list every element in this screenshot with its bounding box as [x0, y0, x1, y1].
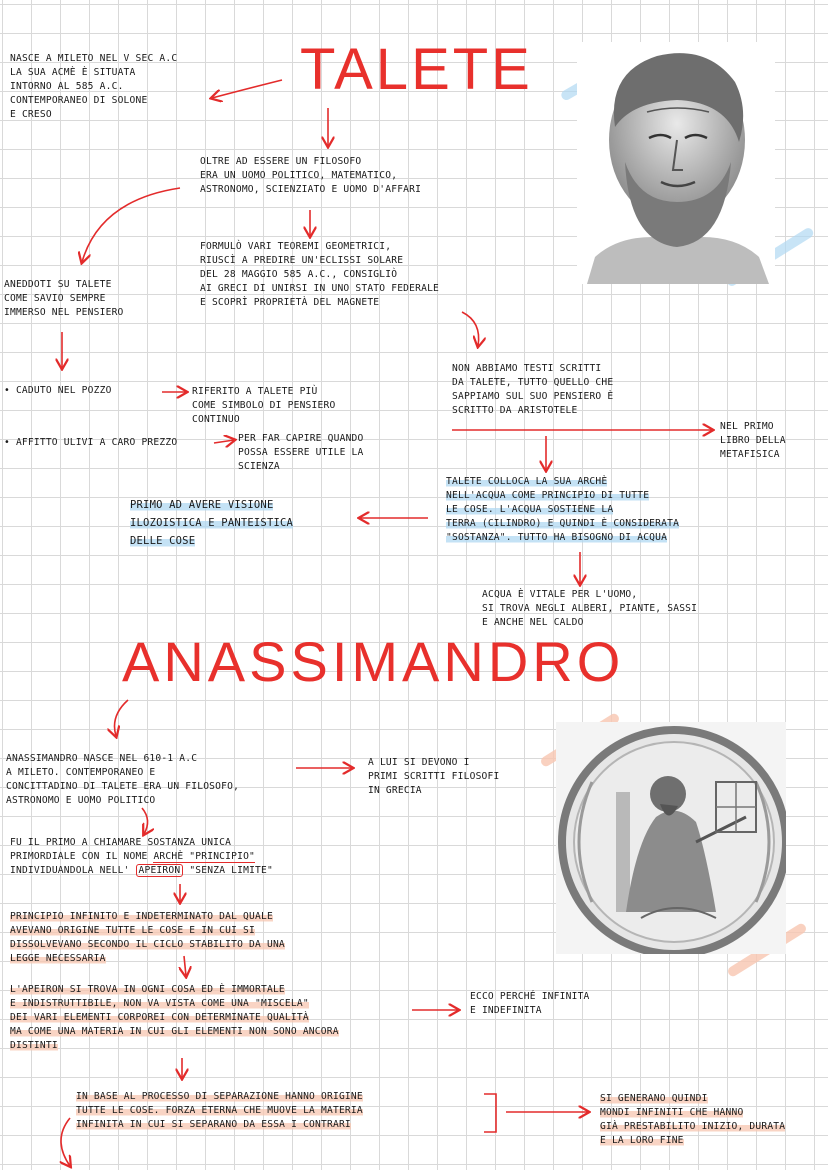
- infinite-reason: ECCO PERCHÉ INFINITA E INDEFINITA: [470, 991, 590, 1016]
- substance-text-mid: INDIVIDUANDOLA NELL': [10, 865, 130, 876]
- anassimandro-intro: ANASSIMANDRO NASCE NEL 610-1 A.C A MILETO. CONTEMPORANEO E CONCITTADINO DI TALETE ERA UN FILOSOFO, ASTRONOMO E UOMO POLITICO: [6, 753, 240, 806]
- substance-text-end: "SENZA LIMITE": [183, 865, 273, 876]
- talete-intro: NASCE A MILETO NEL V SEC A.C LA SUA ACMÈ È SITUATA INTORNO AL 585 A.C. CONTEMPORANEO DI SOLONE E CRESO: [10, 53, 178, 120]
- talete-achievements: FORMULÒ VARI TEOREMI GEOMETRICI, RIUSCÌ A PREDIRE UN'ECLISSI SOLARE DEL 28 MAGGIO 585 A.C., CONSIGLIÒ AI GRECI DI UNIRSI IN UNO STATO FEDERALE E SCOPRÌ PROPRIETÀ DEL MAGNETE: [200, 241, 440, 308]
- apeiron-term: APEIRON: [136, 864, 184, 877]
- substance-text-start: FU IL PRIMO A CHIAMARE SOSTANZA UNICA PRIMORDIALE CON IL NOME: [10, 837, 232, 862]
- first-writings-note: A LUI SI DEVONO I PRIMI SCRITTI FILOSOFI IN GRECIA: [368, 757, 500, 796]
- apeiron-description-text: L'APEIRON SI TROVA IN OGNI COSA ED È IMMORTALE E INDISTRUTTIBILE, NON VA VISTA COME UNA "MISCELA" DEI VARI ELEMENTI CORPOREI CON DETERMINATE QUALITÀ MA COME UNA MATERIA IN CUI GLI ELEMENTI NON SONO ANCORA DISTINTI: [10, 984, 339, 1051]
- anassimandro-title: ANASSIMANDRO: [122, 630, 625, 693]
- talete-description: OLTRE AD ESSERE UN FILOSOFO ERA UN UOMO POLITICO, MATEMATICO, ASTRONOMO, SCIENZIATO E UOMO D'AFFARI: [200, 156, 422, 195]
- metafisica-note: NEL PRIMO LIBRO DELLA METAFISICA: [720, 421, 786, 460]
- separation-process-text: IN BASE AL PROCESSO DI SEPARAZIONE HANNO ORIGINE TUTTE LE COSE. FORZA ETERNA CHE MUOVE LA MATERIA INFINITA IN CUI SI SEPARANO DA ESSA I CONTRARI: [76, 1091, 363, 1130]
- infinite-principle-text: PRINCIPIO INFINITO E INDETERMINATO DAL QUALE AVEVANO ORIGINE TUTTE LE COSE E IN CUI SI DISSOLVEVANO SECONDO IL CICLO STABILITO DA UNA LEGGE NECESSARIA: [10, 911, 285, 964]
- infinite-worlds-text: SI GENERANO QUINDI MONDI INFINITI CHE HANNO GIÀ PRESTABILITO INIZIO, DURATA E LA LORO FINE: [600, 1093, 786, 1146]
- anecdote-well-note: RIFERITO A TALETE PIÙ COME SIMBOLO DI PENSIERO CONTINUO: [192, 386, 336, 425]
- water-arche-text: TALETE COLLOCA LA SUA ARCHÈ NELL'ACQUA COME PRINCIPIO DI TUTTE LE COSE. L'ACQUA SOSTIENE LA TERRA (CILINDRO) E QUINDI È CONSIDERATA "SOSTANZA". TUTTO HA BISOGNO DI ACQUA: [446, 476, 680, 543]
- talete-title: TALETE: [300, 37, 533, 102]
- vision-text: PRIMO AD AVERE VISIONE ILOZOISTICA E PANTEISTICA DELLE COSE: [130, 499, 294, 547]
- talete-texts: NON ABBIAMO TESTI SCRITTI DA TALETE, TUTTO QUELLO CHE SAPPIAMO SUL SUO PENSIERO È SCRITTO DA ARISTOTELE: [452, 363, 614, 416]
- anecdote-olives: • AFFITTO ULIVI A CARO PREZZO: [4, 437, 178, 448]
- anecdote-olives-note: PER FAR CAPIRE QUANDO POSSA ESSERE UTILE LA SCIENZA: [238, 433, 364, 472]
- talete-water-life: ACQUA È VITALE PER L'UOMO, SI TROVA NEGLI ALBERI, PIANTE, SASSI E ANCHE NEL CALDO: [482, 589, 698, 628]
- talete-anecdotes-heading: ANEDDOTI SU TALETE COME SAVIO SEMPRE IMMERSO NEL PENSIERO: [4, 279, 124, 318]
- anecdote-well: • CADUTO NEL POZZO: [4, 385, 112, 396]
- arche-term: ARCHÈ "PRINCIPIO": [153, 851, 256, 862]
